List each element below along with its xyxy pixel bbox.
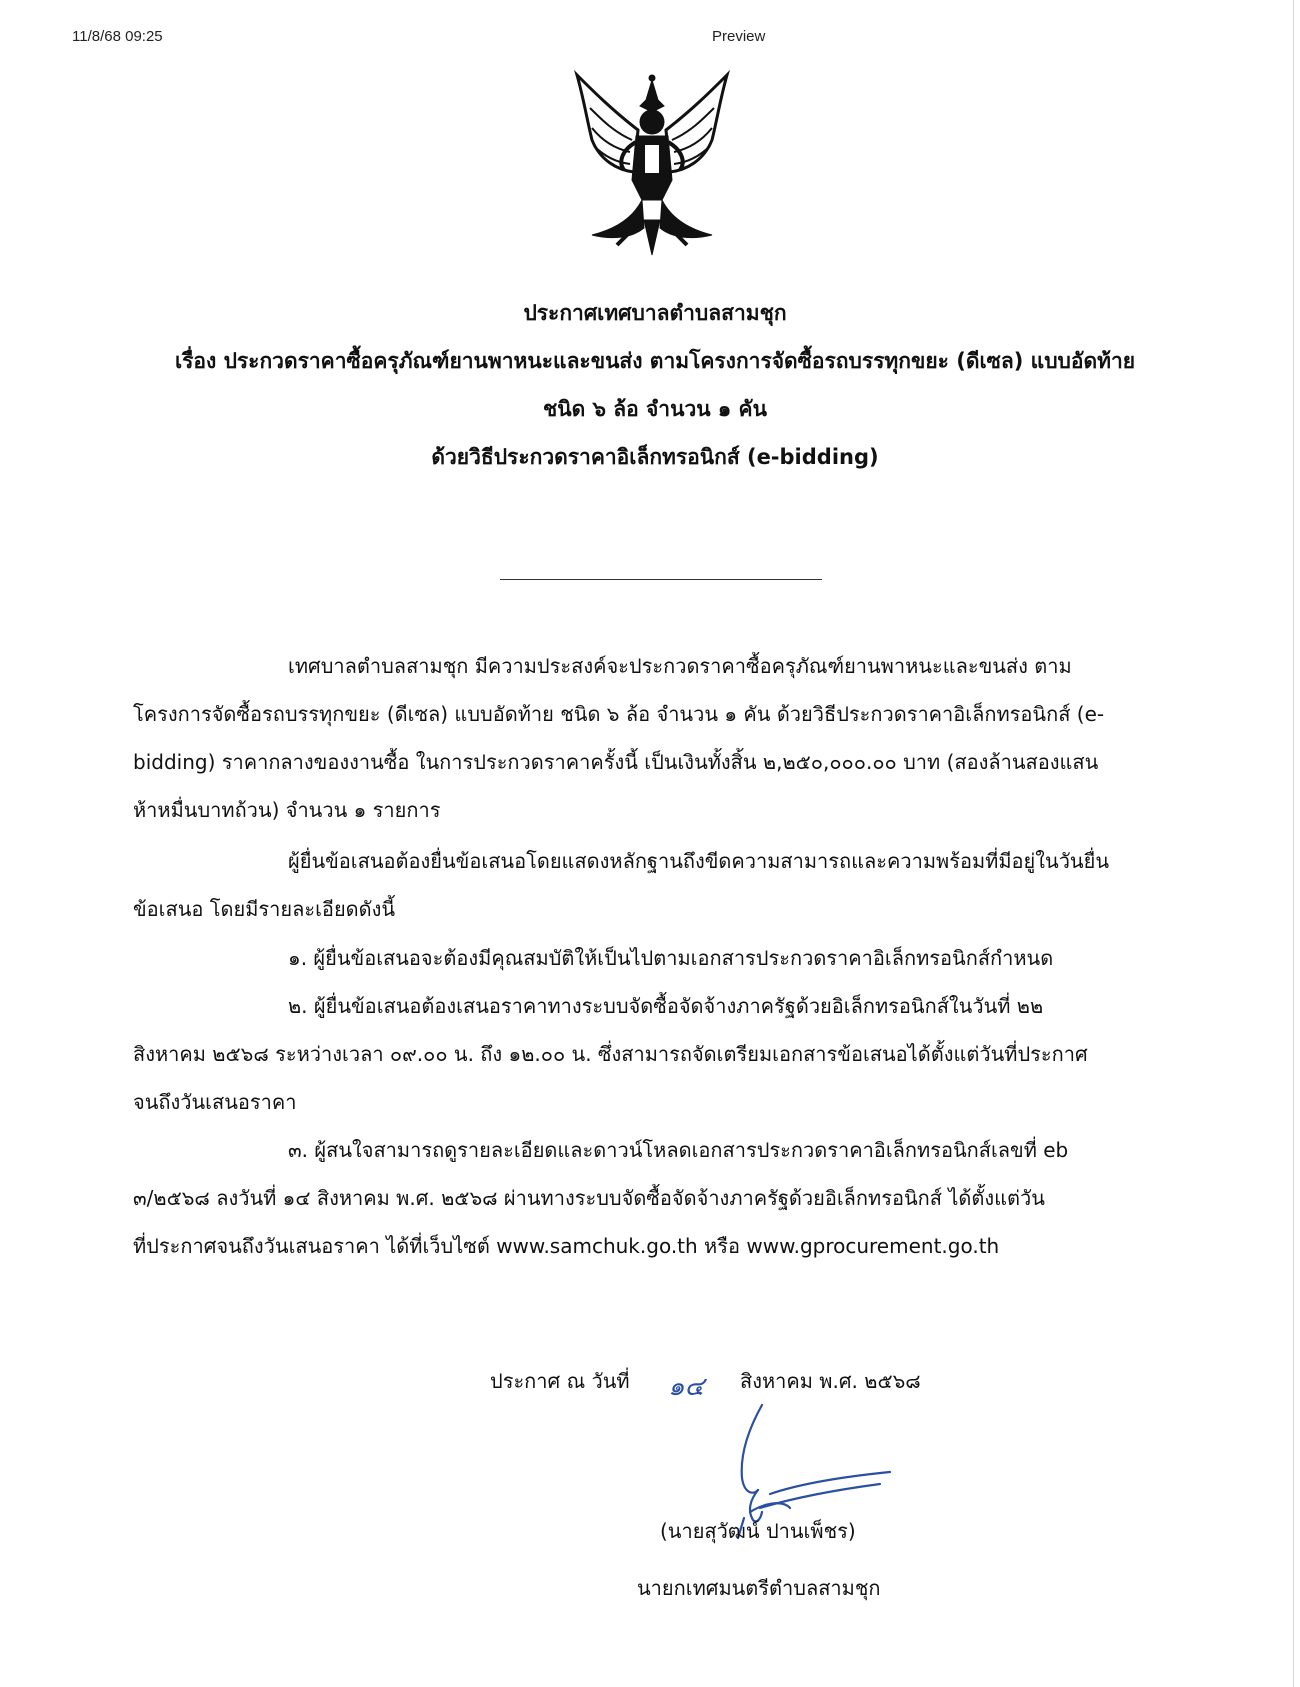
heading-divider [500, 579, 822, 580]
paragraph-1-line-1: เทศบาลตำบลสามชุก มีความประสงค์จะประกวดราคาซื้อครุภัณฑ์ยานพาหนะและขนส่ง ตาม [288, 654, 1072, 678]
page-edge [1293, 0, 1294, 1687]
condition-item-2-line-1: ๒. ผู้ยื่นข้อเสนอต้องเสนอราคาทางระบบจัดซื้อจัดจ้างภาครัฐด้วยอิเล็กทรอนิกส์ในวันที่ ๒๒ [288, 994, 1044, 1018]
garuda-emblem-icon [572, 70, 732, 260]
print-datetime: 11/8/68 09:25 [72, 28, 163, 45]
condition-item-2-line-3: จนถึงวันเสนอราคา [133, 1090, 297, 1114]
condition-item-2-line-2: สิงหาคม ๒๕๖๘ ระหว่างเวลา ๐๙.๐๐ น. ถึง ๑๒.๐๐ น. ซึ่งสามารถจัดเตรียมเอกสารข้อเสนอได้ตั้งแต่วันที่ประกาศ [133, 1042, 1088, 1066]
signatory-position: นายกเทศมนตรีตำบลสามชุก [637, 1576, 881, 1600]
paragraph-1-line-4: ห้าหมื่นบาทถ้วน) จำนวน ๑ รายการ [133, 798, 441, 822]
handwritten-day: ๑๔ [668, 1372, 705, 1402]
announcement-subject-line2: ชนิด ๖ ล้อ จำนวน ๑ คัน [543, 397, 767, 421]
condition-item-3-line-2: ๓/๒๕๖๘ ลงวันที่ ๑๔ สิงหาคม พ.ศ. ๒๕๖๘ ผ่านทางระบบจัดซื้อจัดจ้างภาครัฐด้วยอิเล็กทรอนิกส์ ได้ตั้งแต่วัน [133, 1186, 1045, 1210]
announcement-subject: เรื่อง ประกวดราคาซื้อครุภัณฑ์ยานพาหนะและขนส่ง ตามโครงการจัดซื้อรถบรรทุกขยะ (ดีเซล) แบบอัดท้าย [174, 349, 1136, 373]
announcement-date-prefix: ประกาศ ณ วันที่ [490, 1369, 630, 1393]
condition-item-3-line-1: ๓. ผู้สนใจสามารถดูรายละเอียดและดาวน์โหลดเอกสารประกวดราคาอิเล็กทรอนิกส์เลขที่ eb [288, 1138, 1069, 1162]
signatory-name: (นายสุวัฒน์ ปานเพ็ชร) [660, 1519, 856, 1543]
announcement-date-month-year: สิงหาคม พ.ศ. ๒๕๖๘ [740, 1369, 921, 1393]
condition-item-1: ๑. ผู้ยื่นข้อเสนอจะต้องมีคุณสมบัติให้เป็นไปตามเอกสารประกวดราคาอิเล็กทรอนิกส์กำหนด [288, 946, 1054, 970]
announcement-method: ด้วยวิธีประกวดราคาอิเล็กทรอนิกส์ (e-bidding) [431, 445, 879, 469]
announcement-title: ประกาศเทศบาลตำบลสามชุก [523, 301, 787, 325]
paragraph-2-line-2: ข้อเสนอ โดยมีรายละเอียดดังนี้ [133, 897, 396, 921]
condition-item-3-line-3: ที่ประกาศจนถึงวันเสนอราคา ได้ที่เว็บไซต์ www.samchuk.go.th หรือ www.gprocurement.go.th [133, 1234, 1000, 1258]
paragraph-2-line-1: ผู้ยื่นข้อเสนอต้องยื่นข้อเสนอโดยแสดงหลักฐานถึงขีดความสามารถและความพร้อมที่มีอยู่ในวันยื่น [288, 849, 1109, 873]
paragraph-1-line-2: โครงการจัดซื้อรถบรรทุกขยะ (ดีเซล) แบบอัดท้าย ชนิด ๖ ล้อ จำนวน ๑ คัน ด้วยวิธีประกวดราคาอิเล็กทรอนิกส์ (e- [133, 702, 1105, 726]
paragraph-1-line-3: bidding) ราคากลางของงานซื้อ ในการประกวดราคาครั้งนี้ เป็นเงินทั้งสิ้น ๒,๒๕๐,๐๐๐.๐๐ บาท (สองล้านสองแสน [133, 750, 1099, 774]
print-preview-label: Preview [712, 28, 766, 45]
